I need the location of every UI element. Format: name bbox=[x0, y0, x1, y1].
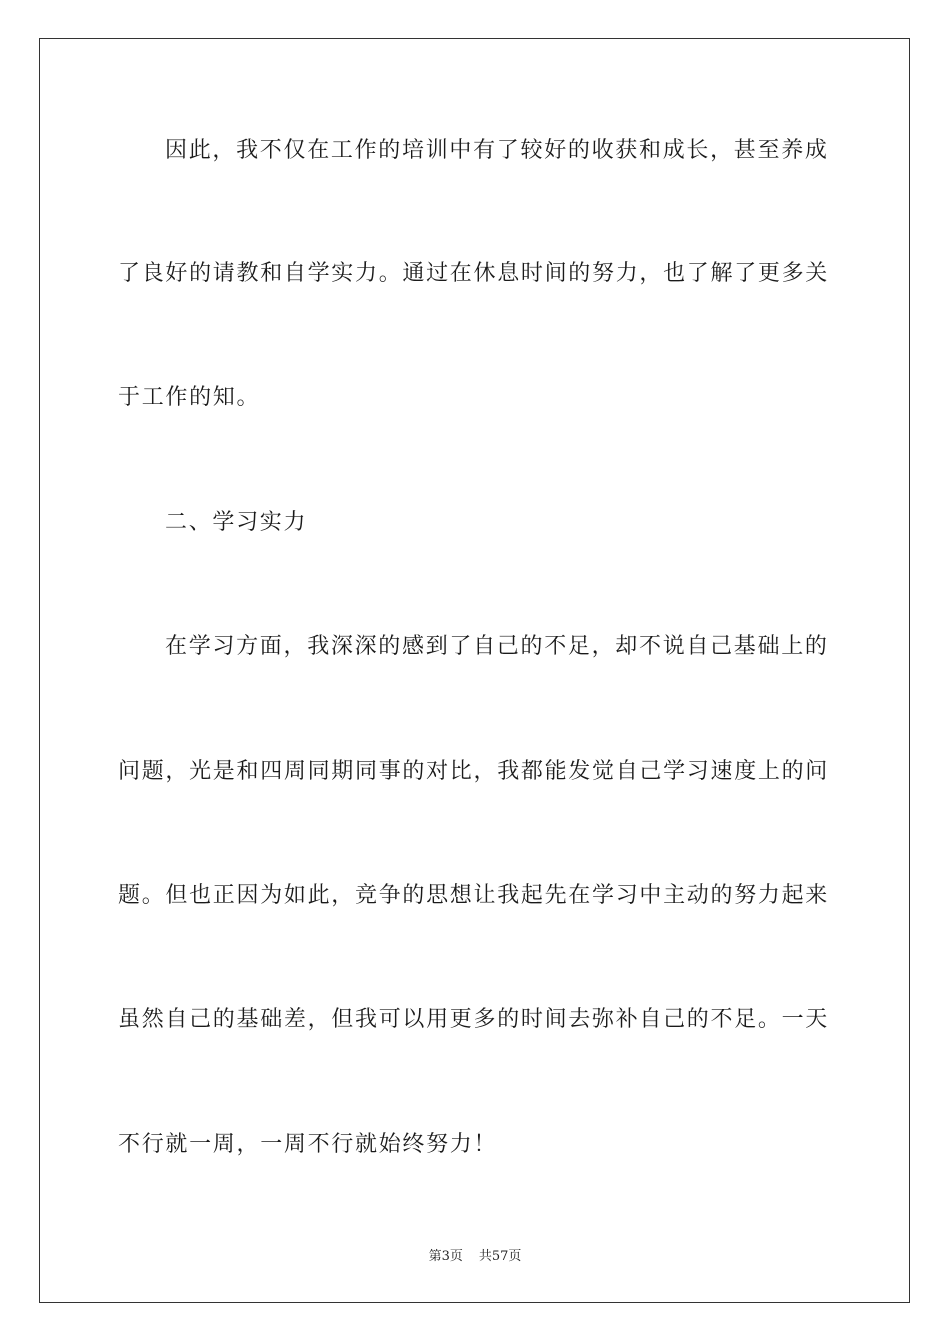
page-number: 第3页 bbox=[428, 1249, 463, 1264]
paragraph-line: 在学习方面，我深深的感到了自己的不足，却不说自己基础上的 bbox=[165, 634, 829, 659]
page-total: 共57页 bbox=[478, 1249, 522, 1264]
paragraph-line: 虽然自己的基础差，但我可以用更多的时间去弥补自己的不足。一天 bbox=[118, 1007, 830, 1032]
paragraph-line: 了良好的请教和自学实力。通过在休息时间的努力，也了解了更多关 bbox=[118, 261, 830, 286]
paragraph-line: 于工作的知。 bbox=[118, 385, 261, 410]
page-border bbox=[39, 38, 910, 1303]
paragraph-line: 因此，我不仅在工作的培训中有了较好的收获和成长，甚至养成 bbox=[165, 138, 829, 163]
paragraph-line: 题。但也正因为如此，竞争的思想让我起先在学习中主动的努力起来 bbox=[118, 883, 830, 908]
page-footer bbox=[0, 1248, 950, 1266]
paragraph-line: 问题，光是和四周同期同事的对比，我都能发觉自己学习速度上的问 bbox=[118, 759, 830, 784]
section-heading: 二、学习实力 bbox=[165, 510, 308, 535]
paragraph-line: 不行就一周，一周不行就始终努力！ bbox=[118, 1132, 498, 1157]
